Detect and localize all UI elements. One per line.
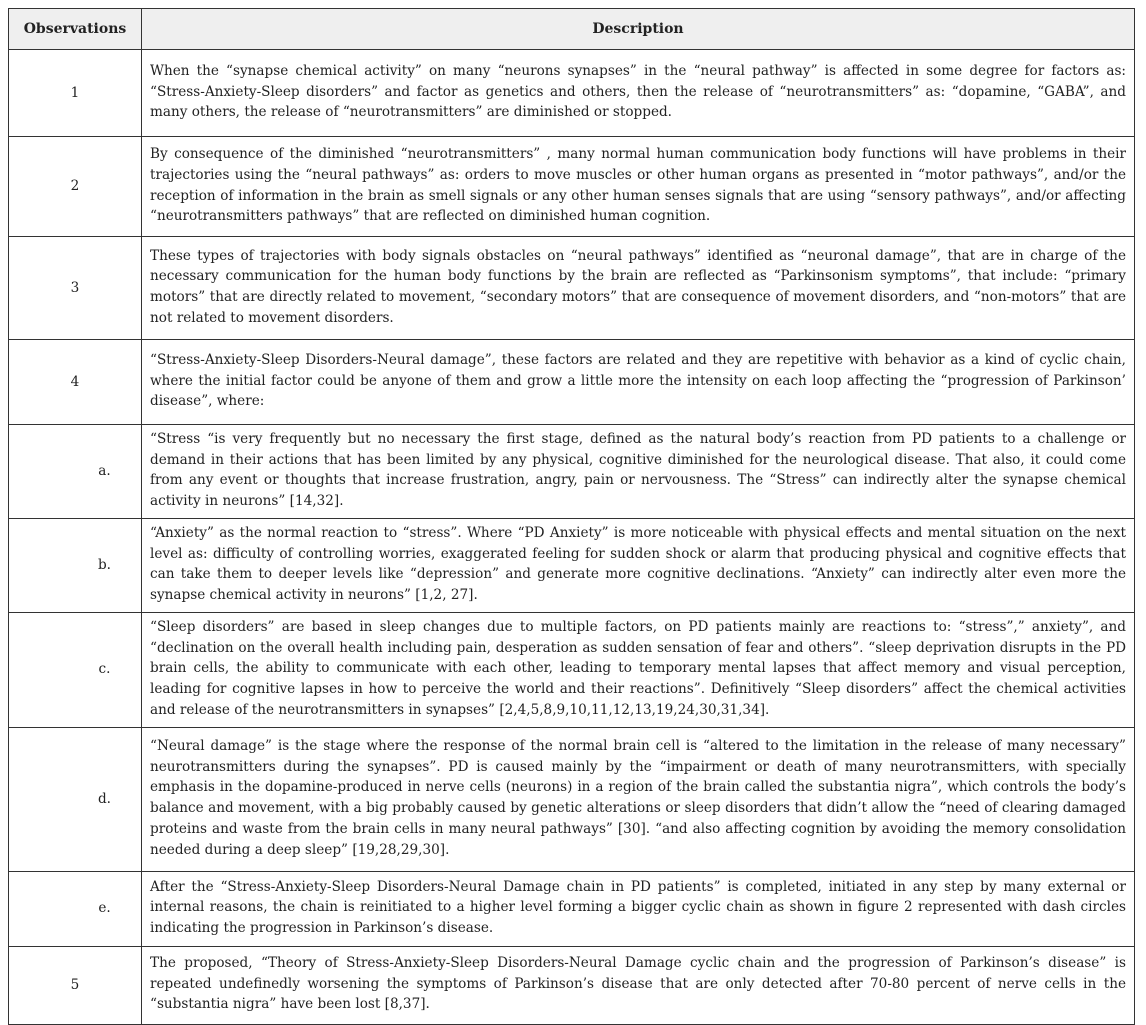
table-row bbox=[9, 50, 1135, 137]
observation-number: 3 bbox=[9, 237, 142, 340]
observation-number: 2 bbox=[9, 137, 142, 237]
observation-letter: a. bbox=[9, 425, 142, 519]
observation-description: “Stress “is very frequently but no necessary the first stage, defined as the natural body’s reaction from PD patients to a challenge or demand in their actions that has been limited by any physical, cognitive diminished for the neurological disease. That also, it could come from any event or thoughts that increase frustration, angry, pain or nervousness. The “Stress” can indirectly alter the synapse chemical activity in neurons” [14,32]. bbox=[142, 425, 1135, 519]
observations-table bbox=[8, 8, 1135, 1025]
observation-number: 1 bbox=[9, 50, 142, 137]
observations-column-header: Observations bbox=[9, 9, 142, 50]
observation-description: These types of trajectories with body signals obstacles on “neural pathways” identified as “neuronal damage”, that are in charge of the necessary communication for the human body functions by the brain are reflected as “Parkinsonism symptoms”, that include: “primary motors” that are directly related to movement, “secondary motors” that are consequence of movement disorders, and “non-motors” that are not related to movement disorders. bbox=[142, 237, 1135, 340]
table-row bbox=[9, 340, 1135, 425]
observation-description: After the “Stress-Anxiety-Sleep Disorders-Neural Damage chain in PD patients” is completed, initiated in any step by many external or internal reasons, the chain is reinitiated to a higher level forming a bigger cyclic chain as shown in figure 2 represented with dash circles indicating the progression in Parkinson’s disease. bbox=[142, 871, 1135, 946]
observation-letter: d. bbox=[9, 727, 142, 871]
observation-description: When the “synapse chemical activity” on many “neurons synapses” in the “neural pathway” is affected in some degree for factors as: “Stress-Anxiety-Sleep disorders” and factor as genetics and others, then the release of “neurotransmitters” as: “dopamine, “GABA”, and many others, the release of “neurotransmitters” are diminished or stopped. bbox=[142, 50, 1135, 137]
table-row bbox=[9, 871, 1135, 946]
observation-number: 4 bbox=[9, 340, 142, 425]
table-row bbox=[9, 425, 1135, 519]
description-column-header: Description bbox=[142, 9, 1135, 50]
table-row bbox=[9, 612, 1135, 727]
observation-number: 5 bbox=[9, 946, 142, 1024]
observation-description: By consequence of the diminished “neurotransmitters” , many normal human communication body functions will have problems in their trajectories using the “neural pathways” as: orders to move muscles or other human organs as presented in “motor pathways”, and/or the reception of information in the brain as smell signals or any other human senses signals that are using “sensory pathways”, and/or affecting “neurotransmitters pathways” that are reflected on diminished human cognition. bbox=[142, 137, 1135, 237]
observation-letter: c. bbox=[9, 612, 142, 727]
observation-description: “Sleep disorders” are based in sleep changes due to multiple factors, on PD patients mainly are reactions to: “stress”,” anxiety”, and “declination on the overall health including pain, desperation as sudden sensation of fear and others”. “sleep deprivation disrupts in the PD brain cells, the ability to communicate with each other, leading to temporary mental lapses that affect memory and visual perception, leading for cognitive lapses in how to perceive the world and their reactions”. Definitively “Sleep disorders” affect the chemical activities and release of the neurotransmitters in synapses” [2,4,5,8,9,10,11,12,13,19,24,30,31,34]. bbox=[142, 612, 1135, 727]
table-row bbox=[9, 518, 1135, 612]
observation-letter: b. bbox=[9, 518, 142, 612]
observation-description: “Anxiety” as the normal reaction to “stress”. Where “PD Anxiety” is more noticeable with physical effects and mental situation on the next level as: difficulty of controlling worries, exaggerated feeling for sudden shock or alarm that producing physical and cognitive effects that can take them to deeper levels like “depression” and generate more cognitive declinations. “Anxiety” can indirectly alter even more the synapse chemical activity in neurons” [1,2, 27]. bbox=[142, 518, 1135, 612]
observation-description: “Neural damage” is the stage where the response of the normal brain cell is “altered to the limitation in the release of many necessary” neurotransmitters during the synapses”. PD is caused mainly by the “impairment or death of many neurotransmitters, with specially emphasis in the dopamine-produced in nerve cells (neurons) in a region of the brain called the substantia nigra”, which controls the body’s balance and movement, with a big probably caused by genetic alterations or sleep disorders that didn’t allow the “need of clearing damaged proteins and waste from the brain cells in many neural pathways” [30]. “and also affecting cognition by avoiding the memory consolidation needed during a deep sleep” [19,28,29,30]. bbox=[142, 727, 1135, 871]
observation-description: The proposed, “Theory of Stress-Anxiety-Sleep Disorders-Neural Damage cyclic chain and the progression of Parkinson’s disease” is repeated undefinedly worsening the symptoms of Parkinson’s disease that are only detected after 70-80 percent of nerve cells in the “substantia nigra” have been lost [8,37]. bbox=[142, 946, 1135, 1024]
observation-letter: e. bbox=[9, 871, 142, 946]
observation-description: “Stress-Anxiety-Sleep Disorders-Neural damage”, these factors are related and they are repetitive with behavior as a kind of cyclic chain, where the initial factor could be anyone of them and grow a little more the intensity on each loop affecting the “progression of Parkinson’ disease”, where: bbox=[142, 340, 1135, 425]
table-header-row bbox=[9, 9, 1135, 50]
table-row bbox=[9, 237, 1135, 340]
table-row bbox=[9, 946, 1135, 1024]
table-row bbox=[9, 137, 1135, 237]
table-row bbox=[9, 727, 1135, 871]
